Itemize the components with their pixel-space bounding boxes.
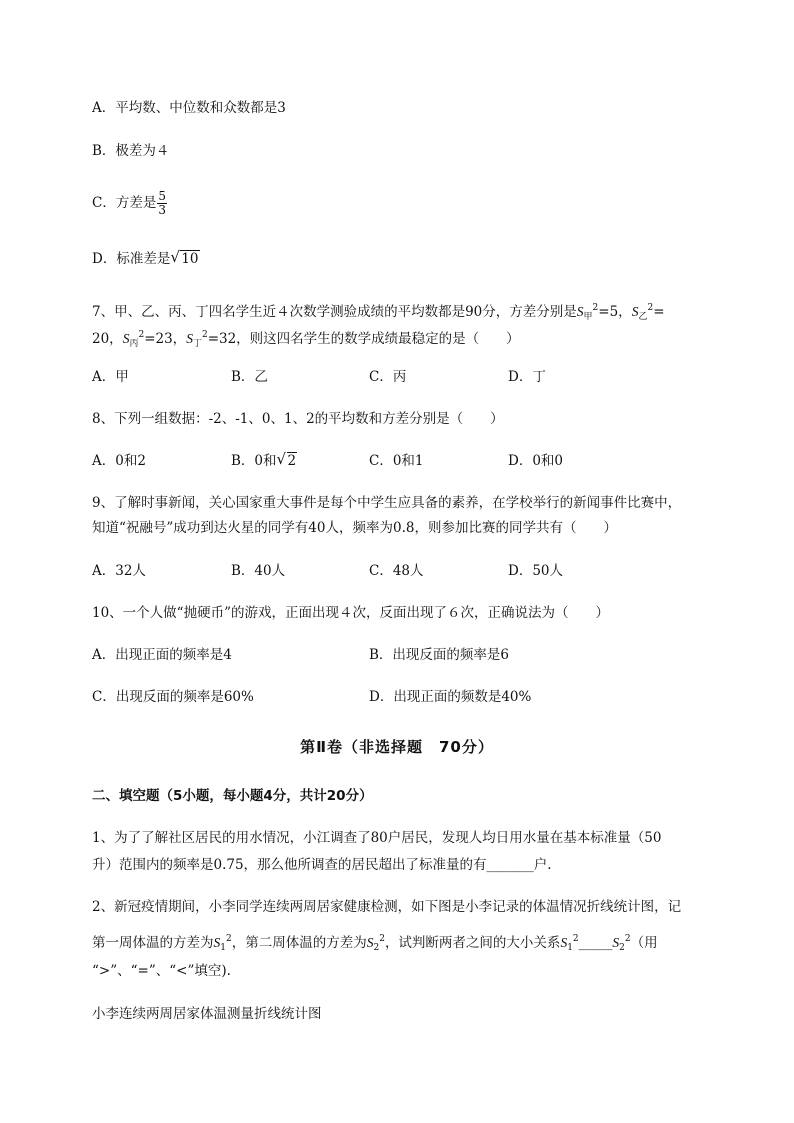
q9-stem-line1: 9、了解时事新闻，关心国家重大事件是每个中学生应具备的素养，在学校举行的新闻事件比赛中，: [92, 495, 682, 511]
q9-option-a: A．32人: [92, 563, 146, 579]
q8-option-d: D．0和0: [508, 453, 564, 469]
q10-stem: 10、一个人做“抛硬币”的游戏，正面出现４次，反面出现了６次，正确说法为（ ）: [92, 605, 609, 621]
fill2-line2: 第一周体温的方差为$S_1^2$，第二周体温的方差为$S_2^2$，试判断两者之间的大小关系$S_1^2\_\_\_\_\_S_2^2$（用: [92, 934, 658, 953]
chart-caption: 小李连续两周居家体温测量折线统计图: [92, 1006, 322, 1022]
q7-stem-line1: 7、甲、乙、丙、丁四名学生近４次数学测验成绩的平均数都是90分，方差分别是$S_甲^2=5$，$S_乙^2=$: [92, 303, 665, 322]
q10-option-c: C．出现反面的频率是60%: [92, 689, 254, 705]
fill2-line3: “>”、“=”、“<”填空).: [92, 963, 231, 979]
q8-option-b: B．0和 √ 2: [231, 450, 297, 469]
fill1-line2: 升）范围内的频率是0.75，那么他所调查的居民超出了标准量的有_______户.: [92, 857, 552, 873]
q7-option-b: B．乙: [231, 369, 268, 385]
q6-option-a: A．平均数、中位数和众数都是3: [92, 100, 286, 116]
q7-option-c: C．丙: [369, 369, 407, 385]
q9-option-c: C．48人: [369, 563, 424, 579]
part-heading: 二、填空题（5小题，每小题4分，共计20分）: [92, 788, 373, 804]
q6-option-c-label: C．方差是: [92, 195, 157, 211]
fill2-line1: 2、新冠疫情期间，小李同学连续两周居家健康检测，如下图是小李记录的体温情况折线统计图，记: [92, 899, 682, 915]
fill1-line1: 1、为了了解社区居民的用水情况，小江调查了80户居民，发现人均日用水量在基本标准量（50: [92, 830, 662, 846]
q6-option-b: B．极差为４: [92, 143, 170, 159]
q10-option-b: B．出现反面的频率是6: [369, 647, 510, 663]
q7-option-a: A．甲: [92, 369, 129, 385]
q10-option-d: D．出现正面的频数是40%: [369, 689, 532, 705]
q8-option-a: A．0和2: [92, 453, 146, 469]
q9-stem-line2: 知道“祝融号”成功到达火星的同学有40人，频率为0.8，则参加比赛的同学共有（ ）: [92, 520, 617, 536]
q8-option-c: C．0和1: [369, 453, 424, 469]
q8-stem: 8、下列一组数据：-2、-1、0、1、2的平均数和方差分别是（ ）: [92, 411, 504, 427]
q6-option-c: [92, 190, 167, 217]
square-root: √ 2: [276, 450, 297, 469]
q6-option-d: [92, 249, 200, 269]
fraction: $\frac{5}{3}$: [158, 189, 166, 217]
square-root: √ 10: [170, 248, 199, 267]
q10-option-a: A．出现正面的频率是4: [92, 647, 232, 663]
q9-option-b: B．40人: [231, 563, 286, 579]
section-title: 第Ⅱ卷（非选择题 70分）: [300, 738, 494, 756]
q6-option-d-label: D．标准差是: [92, 251, 171, 267]
q7-stem-line2: 20，$S_丙^2=23$，$S_丁^2=32$，则这四名学生的数学成绩最稳定的是（ ）: [92, 330, 520, 349]
q9-option-d: D．50人: [508, 563, 564, 579]
q7-option-d: D．丁: [508, 369, 546, 385]
